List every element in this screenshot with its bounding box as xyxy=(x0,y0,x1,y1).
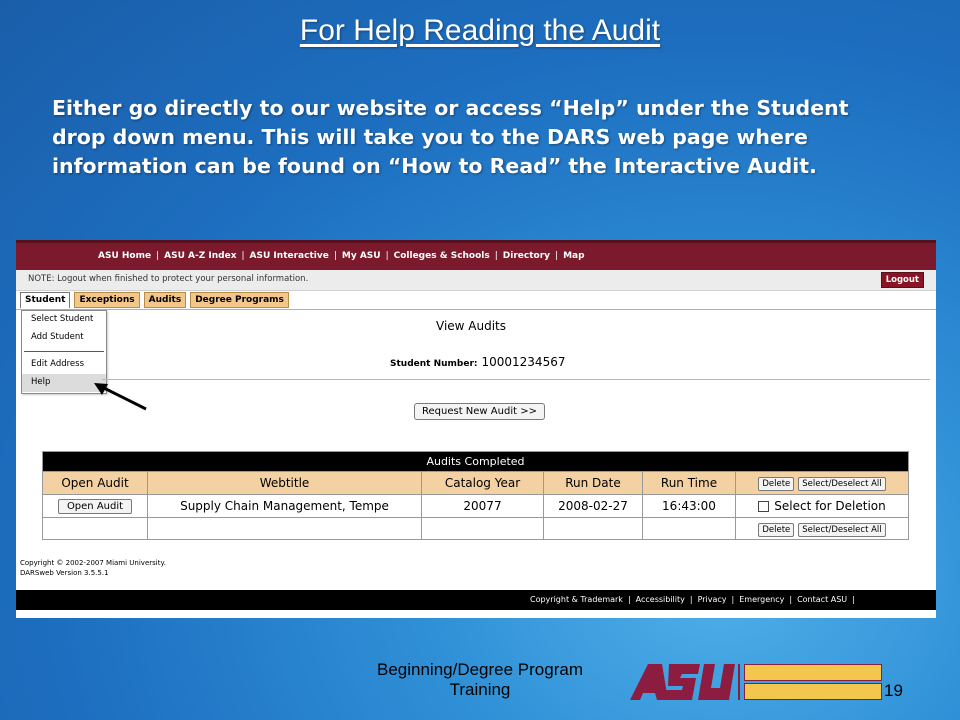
tab-audits[interactable]: Audits xyxy=(144,292,187,308)
nav-my-asu[interactable]: My ASU xyxy=(341,251,381,261)
student-number-label: Student Number: xyxy=(390,359,478,369)
copyright-line: Copyright © 2002-2007 Miami University. xyxy=(20,559,166,567)
select-for-deletion-label: Select for Deletion xyxy=(774,499,886,513)
nav-colleges-schools[interactable]: Colleges & Schools xyxy=(393,251,490,261)
cell-catalog-year: 20077 xyxy=(422,495,544,518)
delete-button[interactable]: Delete xyxy=(758,477,794,491)
footer-line-1: Beginning/Degree Program xyxy=(376,660,583,679)
tab-divider xyxy=(16,309,936,310)
col-run-date: Run Date xyxy=(544,472,643,495)
menu-item-help[interactable]: Help xyxy=(22,374,106,392)
table-row xyxy=(43,495,909,518)
footer-link-contact[interactable]: Contact ASU xyxy=(797,595,848,604)
divider xyxy=(102,379,930,380)
nav-map[interactable]: Map xyxy=(563,251,585,261)
footer-link-emergency[interactable]: Emergency xyxy=(739,595,785,604)
cell-select xyxy=(736,495,909,518)
asu-logo xyxy=(624,660,884,704)
cell-run-date: 2008-02-27 xyxy=(544,495,643,518)
slide-footer xyxy=(330,660,630,700)
col-run-time: Run Time xyxy=(643,472,736,495)
open-audit-button[interactable]: Open Audit xyxy=(58,499,132,514)
copyright xyxy=(20,558,166,578)
menu-item-select-student[interactable]: Select Student xyxy=(31,314,94,324)
select-deselect-all-button[interactable]: Select/Deselect All xyxy=(798,477,885,491)
tab-student[interactable]: Student xyxy=(20,292,70,308)
footer-link-privacy[interactable]: Privacy xyxy=(697,595,727,604)
col-catalog-year: Catalog Year xyxy=(422,472,544,495)
select-deselect-all-button-bottom[interactable]: Select/Deselect All xyxy=(798,523,885,537)
footer-link-copyright[interactable]: Copyright & Trademark xyxy=(530,595,623,604)
page-title: View Audits xyxy=(436,319,507,333)
nav-directory[interactable]: Directory xyxy=(502,251,551,261)
dars-screenshot xyxy=(16,240,936,618)
table-caption: Audits Completed xyxy=(43,452,909,472)
audits-completed-table xyxy=(42,451,909,540)
menu-item-edit-address[interactable]: Edit Address xyxy=(31,359,85,369)
request-new-audit-button[interactable]: Request New Audit >> xyxy=(414,403,545,420)
cell-webtitle: Supply Chain Management, Tempe xyxy=(148,495,422,518)
asu-top-nav-bar xyxy=(16,240,936,270)
student-number-value: 10001234567 xyxy=(481,355,566,369)
cell-run-time: 16:43:00 xyxy=(643,495,736,518)
delete-button-bottom[interactable]: Delete xyxy=(758,523,794,537)
page-number: 19 xyxy=(884,681,903,700)
logout-notice: NOTE: Logout when finished to protect your personal information. xyxy=(28,274,309,284)
slide-title: For Help Reading the Audit xyxy=(299,14,661,47)
nav-az-index[interactable]: ASU A-Z Index xyxy=(164,251,237,261)
nav-asu-interactive[interactable]: ASU Interactive xyxy=(249,251,329,261)
footer-nav: Copyright & Trademark | Accessibility | Privacy | Emergency | Contact ASU | xyxy=(530,595,855,604)
tab-degree-programs[interactable]: Degree Programs xyxy=(190,292,289,308)
menu-separator xyxy=(24,351,104,352)
col-webtitle: Webtitle xyxy=(148,472,422,495)
logout-button[interactable]: Logout xyxy=(881,272,924,288)
footer-link-accessibility[interactable]: Accessibility xyxy=(635,595,685,604)
table-row-empty xyxy=(43,518,909,540)
slide-body-text: Either go directly to our website or access “Help” under the Student drop down menu. This will take you to the DARS web page where information can be found on “How to Read” the Interactive Audit. xyxy=(52,96,849,178)
col-actions xyxy=(736,472,909,495)
select-for-deletion-checkbox[interactable] xyxy=(758,501,769,512)
pointer-arrow-icon xyxy=(94,382,150,412)
col-open-audit: Open Audit xyxy=(43,472,148,495)
footer-bar xyxy=(16,590,936,610)
menu-item-add-student[interactable]: Add Student xyxy=(31,332,84,342)
version-line: DARSweb Version 3.5.5.1 xyxy=(20,569,109,577)
tab-bar xyxy=(20,292,293,308)
student-number xyxy=(390,355,565,369)
footer-line-2: Training xyxy=(449,680,511,699)
notice-bar xyxy=(16,270,936,291)
top-nav: ASU Home | ASU A-Z Index | ASU Interactive | My ASU | Colleges & Schools | Directory | Map xyxy=(98,251,585,261)
nav-asu-home[interactable]: ASU Home xyxy=(98,251,152,261)
tab-exceptions[interactable]: Exceptions xyxy=(74,292,139,308)
